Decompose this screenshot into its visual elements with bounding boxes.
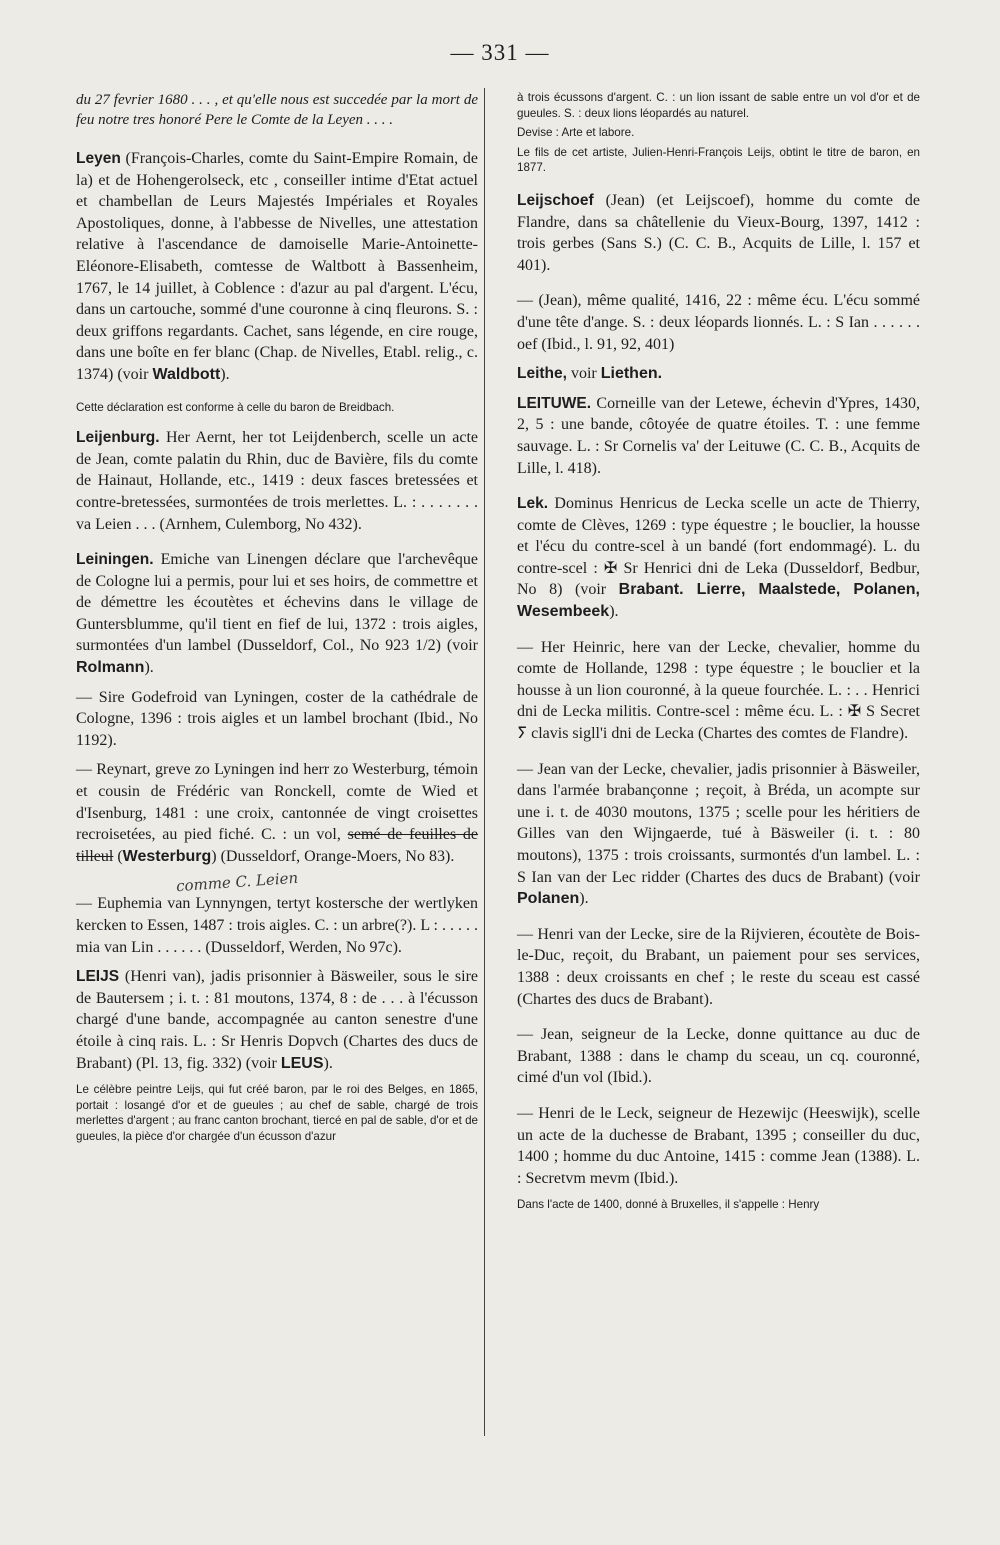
- entry-leiningen-text: Emiche van Linengen déclare que l'archevêque de Cologne lui a permis, pour lui et ses hoirs, de commettre et de démettre les écoutètes et échevins dans le village de Guntersblumme, qu'il tient en fief de lui, 1372 : trois aigles, surmontées d'un lambel (Dusseldorf, Col., No 923 1/2) (voir: [76, 551, 478, 655]
- headword-leithe: Leithe,: [517, 365, 567, 383]
- handwritten-note-line: [175, 869, 478, 896]
- entry-heinric: — Her Heinric, here van der Lecke, chevalier, homme du comte de Hollande, 1298 : type équestre ; le bouclier et la housse à un lion couronné, à la queue fourchée. L. : . . Henrici dni de Lecka militis. Contre-scel : même écu. L. : ✠ S Secret ⵢ clavis sigll'i dni de Lecka (Chartes des comtes de Flandre).: [517, 638, 920, 743]
- entry-leijenburg: [76, 427, 478, 535]
- see-ref-polanen: Polanen: [517, 890, 580, 908]
- entry-leijs: LEIJS (Henri van), jadis prisonnier à Bäsweiler, sous le sire de Bautersem ; i. t. : 81 moutons, 1374, 8 : de . . . à l'écusson chargé d'une bande, accompagnée au canton senestre d'une étoile à cinq rais. L. : Sr Henris Dopvch (Chartes des ducs de Brabant) (Pl. 13, fig. 332) (voir LEUS).: [76, 968, 479, 1072]
- headword-leijs: LEIJS: [76, 968, 120, 986]
- headword-leituwe: LEITUWE.: [517, 394, 592, 412]
- see-ref-westerburg: Westerburg: [122, 847, 212, 865]
- entry-henri-leck: — Henri de le Leck, seigneur de Hezewijc (Heeswijk), scelle un acte de la duchesse de Brabant, 1395 ; conseiller du duc, 1400 ; homme du duc Antoine, 1415 : comme Jean (1388). L. : Secretvm mevm (Ibid.).: [517, 1104, 920, 1187]
- note-bottom: Dans l'acte de 1400, donné à Bruxelles, il s'appelle : Henry: [517, 1198, 820, 1212]
- entry-leiningen: Leiningen. Emiche van Linengen déclare que l'archevêque de Cologne lui a permis, pour lui et ses hoirs, de commettre et de démettre les écoutètes et échevins dans le village de Guntersblumme, qu'il tient en fief de lui, 1372 : trois aigles, surmontées d'un lambel (Dusseldorf, Col., No 923 1/2) (voir Rolmann).: [76, 551, 478, 677]
- note-devise: Devise : Arte et labore.: [517, 126, 635, 140]
- intro-text: du 27 fevrier 1680 . . . , et qu'elle nous est succedée par la mort de feu notre tres honoré Pere le Comte de la Leyen . . . .: [76, 92, 478, 128]
- note-baron-son: Le fils de cet artiste, Julien-Henri-François Leijs, obtint le titre de baron, en 1877.: [517, 145, 920, 175]
- see-ref-leus: LEUS: [280, 1054, 324, 1072]
- note-leijs-continued: à trois écussons d'argent. C. : un lion issant de sable entre un vol d'or et de gueules. S. : deux lions léopardés au naturel.: [517, 91, 920, 120]
- entry-jean-seigneur: — Jean, seigneur de la Lecke, donne quittance au duc de Brabant, 1388 : dans le champ du sceau, un cq. couronné, cimé d'un vol (Ibid.).: [517, 1026, 920, 1087]
- entry-godefroid: — Sire Godefroid van Lyningen, coster de la cathédrale de Cologne, 1396 : trois aigles et un lambel brochant (Ibid., No 1192).: [76, 688, 478, 749]
- left-column: [76, 90, 478, 1157]
- entry-reynart: — Reynart, greve zo Lyningen ind herr zo Westerburg, témoin et cousin de Frédéric van Ronckell, comte de Wied et d'Isenburg, 1481 : une croix, cantonnée de vingt croisettes recroisetées, au pied fiché. C. : un vol, semé de feuilles de tilleul (Westerburg) (Dusseldorf, Orange-Moers, No 83).: [76, 761, 479, 865]
- entry-leithe: [517, 363, 920, 385]
- entry-lek: Lek. Dominus Henricus de Lecka scelle un acte de Thierry, comte de Clèves, 1269 : type équestre ; le bouclier, la housse et l'écu du contre-scel à un bandé (fort endommagé). L. du contre-scel : ✠ Sr Henrici dni de Leka (Dusseldorf, Bedbur, No 8) (voir Brabant. Lierre, Maalstede, Polanen, Wesembeek).: [517, 495, 921, 621]
- entry-leyen-text: (François-Charles, comte du Saint-Empire Romain, de la) et de Hohengerolseck, etc , conseiller intime d'Etat actuel et chambellan de Leurs Majestés Impériales et Royales Apostoliques, donne, à l'abbesse de Nivelles, une attestation relative à l'ascendance de damoiselle Marie-Antoinette-Eléonore-Elisabeth, comtesse de Waltbott à Bassenheim, 1767, le 14 juillet, à Coblence : d'azur au pal d'argent. L'écu, dans un cartouche, sommé d'une couronne à cinq fleurons. S. : deux griffons regardants. Cachet, sans légende, en cire rouge, dans une boîte en fer blanc (Chap. de Nivelles, Etabl. relig., c. 1374) (voir: [76, 150, 478, 383]
- struck-text: semé de feuilles de tilleul: [76, 826, 479, 865]
- entry-henri-lecke: — Henri van der Lecke, sire de la Rijvieren, écoutète de Bois-le-Duc, reçoit, du Brabant, un paiement pour ses services, 1388 : deux croissants en chef ; le reste du sceau est cassé (Chartes des ducs de Brabant).: [517, 925, 920, 1008]
- see-ref-liethen: Liethen.: [600, 365, 663, 383]
- headword-leiningen: Leiningen.: [76, 551, 154, 569]
- entry-jean-lecke-text: — Jean van der Lecke, chevalier, jadis prisonnier à Bäsweiler, dans l'armée brabançonne ; reçoit, à Bréda, un acompte sur une i. t. de 4030 moutons, 1375 ; scelle pour les héritiers de Gilles van den Wijngaerde, tué à Bäsweiler (i. t. : 80 moutons), 1375 : trois croissants, surmontés d'un lambel. L. : S Ian van der Lec ridder (Chartes des ducs de Brabant) (voir: [517, 760, 920, 886]
- note-leyen: Cette déclaration est conforme à celle du baron de Breidbach.: [76, 400, 395, 414]
- right-column: [517, 90, 920, 1225]
- entry-leijschoef-text: (Jean) (et Leijscoef), homme du comte de Flandre, dans sa châtellenie du Vieux-Bourg, 1397, 1412 : trois gerbes (Sans S.) (C. C. B., Acquits de Lille, l. 157 et 401).: [517, 191, 921, 274]
- note-leijs: Le célèbre peintre Leijs, qui fut créé baron, par le roi des Belges, en 1865, portait : losangé d'or et de gueules ; au chef de sable, chargé de trois merlettes d'argent ; au franc canton brochant, tiercé en pal de sable, d'or et de gueules, la pièce d'or chargée d'un écusson d'azur: [76, 1083, 478, 1143]
- entry-leijs-text: (Henri van), jadis prisonnier à Bäsweiler, sous le sire de Bautersem ; i. t. : 81 moutons, 1374, 8 : de . . . à l'écusson chargé d'une bande, accompagnée au canton senestre d'une étoile à cinq rais. L. : Sr Henris Dopvch (Chartes des ducs de Brabant) (Pl. 13, fig. 332) (voir: [76, 968, 479, 1072]
- headword-leijenburg: Leijenburg.: [76, 429, 160, 447]
- headword-leyen: Leyen: [76, 150, 121, 167]
- entry-leyen: Leyen (François-Charles, comte du Saint-Empire Romain, de la) et de Hohengerolseck, etc , conseiller intime d'Etat actuel et chambellan de Leurs Majestés Impériales et Royales Apostoliques, donne, à l'abbesse de Nivelles, une attestation relative à l'ascendance de damoiselle Marie-Antoinette-Eléonore-Elisabeth, comtesse de Waltbott à Bassenheim, 1767, le 14 juillet, à Coblence : d'azur au pal d'argent. L'écu, dans un cartouche, sommé d'une couronne à cinq fleurons. S. : deux griffons regardants. Cachet, sans légende, en cire rouge, dans une boîte en fer blanc (Chap. de Nivelles, Etabl. relig., c. 1374) (voir Waldbott).: [76, 150, 478, 383]
- see-ref-brabant: Brabant. Lierre, Maalstede, Polanen, Wesembeek: [517, 581, 920, 621]
- entry-leijenburg-text: Her Aernt, her tot Leijdenberch, scelle un acte de Jean, comte palatin du Rhin, duc de Bavière, fils du comte de Hainaut, Hollande, etc., 1419 : deux fasces bretessées et contre-bretessées, surmontées de trois merlettes. L. : . . . . . . . va Leien . . . (Arnhem, Culemborg, No 432).: [76, 429, 479, 533]
- see-ref-rolmann: Rolmann: [76, 659, 145, 677]
- entry-leituwe: [517, 393, 920, 479]
- entry-jean-leijschoef: — (Jean), même qualité, 1416, 22 : même écu. L'écu sommé d'une tête d'ange. S. : deux léopards lionnés. L. : S Ian . . . . . . oef (Ibid., l. 91, 92, 401): [517, 292, 920, 353]
- entry-leithe-text: voir: [570, 365, 597, 383]
- entry-lek-text: Dominus Henricus de Lecka scelle un acte de Thierry, comte de Clèves, 1269 : type équestre ; le bouclier, la housse et l'écu du contre-scel à un bandé (fort endommagé). L. du contre-scel : ✠ Sr Henrici dni de Leka (Dusseldorf, Bedbur, No 8) (voir: [517, 495, 921, 599]
- headword-lek: Lek.: [517, 495, 549, 513]
- entry-euphemia: — Euphemia van Lynnyngen, tertyt kostersche der wertlyken kercken to Essen, 1487 : trois aigles. C. : un arbre(?). L : . . . . . mia van Lin . . . . . . (Dusseldorf, Werden, No 97c).: [76, 895, 478, 956]
- entry-leijschoef: [517, 190, 920, 276]
- column-divider: [484, 88, 485, 1436]
- entry-reynart-tail: (Dusseldorf, Orange-Moers, No 83).: [220, 847, 455, 865]
- entry-leituwe-text: Corneille van der Letewe, échevin d'Ypres, 1430, 2, 5 : une bande, côtoyée de quatre étoiles. T. : une femme sauvage. L. : Sr Cornelis va' der Leituwe (C. C. B., Acquits de Lille, l. 418).: [517, 394, 920, 477]
- headword-leijschoef: Leijschoef: [517, 191, 594, 209]
- entry-reynart-text: — Reynart, greve zo Lyningen ind herr zo Westerburg, témoin et cousin de Frédéric van Ronckell, comte de Wied et d'Isenburg, 1481 : une croix, cantonnée de vingt croisettes recroisetées, au pied fiché. C. : un vol,: [76, 761, 478, 844]
- page-number: — 331 —: [450, 40, 550, 65]
- handwritten-note: comme C. Leien: [175, 869, 299, 896]
- entry-jean-lecke: — Jean van der Lecke, chevalier, jadis prisonnier à Bäsweiler, dans l'armée brabançonne ; reçoit, à Bréda, un acompte sur une i. t. de 4030 moutons, 1375 ; scelle pour les héritiers de Gilles van den Wijngaerde, tué à Bäsweiler (i. t. : 80 moutons), 1375 : trois croissants, surmontés d'un lambel. L. : S Ian van der Lec ridder (Chartes des ducs de Brabant) (voir Polanen).: [517, 760, 920, 908]
- see-ref-waldbott: Waldbott: [152, 365, 221, 383]
